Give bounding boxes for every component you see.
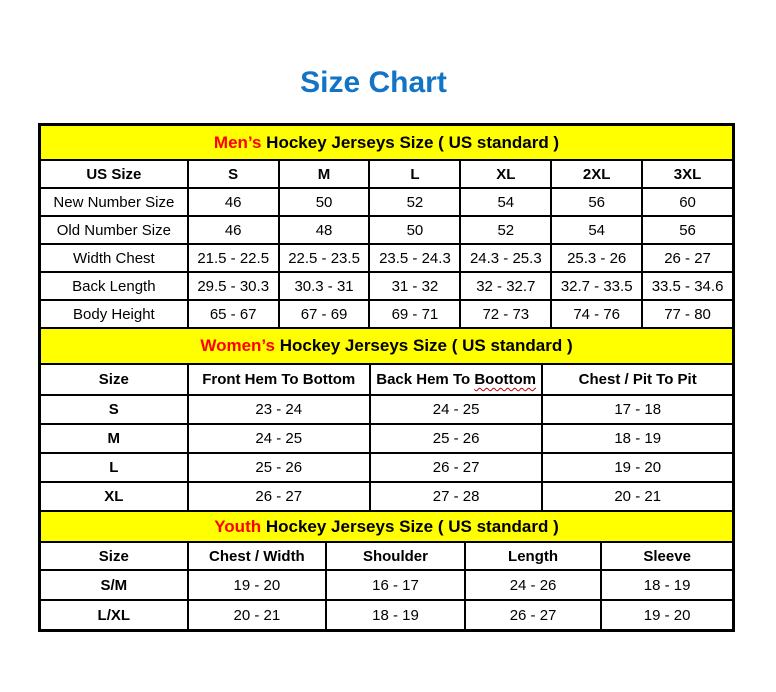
womens-row-xl: [40, 482, 733, 511]
size-cell: 26 - 27: [642, 244, 733, 272]
size-cell: 56: [642, 216, 733, 244]
size-cell: 18 - 19: [542, 424, 733, 453]
size-cell: 17 - 18: [542, 395, 733, 424]
row-label: S: [40, 395, 188, 424]
row-label: Body Height: [40, 300, 188, 328]
row-label: XL: [40, 482, 188, 511]
youth-row-lxl: [40, 600, 733, 630]
womens-col-header-front-hem: Front Hem To Bottom: [188, 364, 370, 395]
size-cell: 50: [369, 216, 460, 244]
size-cell: 67 - 69: [279, 300, 370, 328]
size-cell: 27 - 28: [370, 482, 543, 511]
mens-col-header-m: M: [279, 160, 370, 188]
size-cell: 50: [279, 188, 370, 216]
size-cell: 22.5 - 23.5: [279, 244, 370, 272]
womens-col-header-chest: Chest / Pit To Pit: [542, 364, 733, 395]
back-hem-misspelled-word: Boottom: [474, 371, 536, 388]
size-cell: 24 - 25: [188, 424, 370, 453]
mens-header-row: [40, 160, 733, 188]
size-cell: 54: [551, 216, 642, 244]
size-cell: 25 - 26: [370, 424, 543, 453]
size-cell: 18 - 19: [601, 570, 733, 600]
womens-header-row: [40, 364, 733, 395]
mens-row-back-length: [40, 272, 733, 300]
size-cell: 46: [188, 216, 279, 244]
mens-col-header-xl: XL: [460, 160, 551, 188]
mens-section-title-highlight: Men’s: [213, 132, 262, 152]
mens-section-band: [40, 125, 733, 160]
size-cell: 48: [279, 216, 370, 244]
womens-section-band: [40, 328, 733, 364]
size-cell: 32 - 32.7: [460, 272, 551, 300]
youth-col-header-chest-width: Chest / Width: [188, 542, 327, 570]
youth-col-header-length: Length: [465, 542, 602, 570]
size-cell: 18 - 19: [326, 600, 465, 630]
mens-col-header-l: L: [369, 160, 460, 188]
size-cell: 21.5 - 22.5: [188, 244, 279, 272]
row-label: L: [40, 453, 188, 482]
womens-section-title: [40, 328, 733, 364]
mens-row-new-number-size: [40, 188, 733, 216]
size-cell: 56: [551, 188, 642, 216]
size-tables-container: [38, 123, 735, 632]
mens-col-header-s: S: [188, 160, 279, 188]
size-cell: 24.3 - 25.3: [460, 244, 551, 272]
row-label: S/M: [40, 570, 188, 600]
size-cell: 26 - 27: [188, 482, 370, 511]
youth-section-title-rest: Hockey Jerseys Size ( US standard ): [261, 516, 559, 536]
size-cell: 54: [460, 188, 551, 216]
size-cell: 24 - 26: [465, 570, 602, 600]
size-cell: 23.5 - 24.3: [369, 244, 460, 272]
size-cell: 46: [188, 188, 279, 216]
womens-col-header-back-hem: [370, 364, 543, 395]
youth-section-title-highlight: Youth: [214, 516, 262, 536]
size-cell: 74 - 76: [551, 300, 642, 328]
size-cell: 24 - 25: [370, 395, 543, 424]
row-label: Width Chest: [40, 244, 188, 272]
womens-section-title-highlight: Women’s: [200, 336, 275, 355]
size-cell: 19 - 20: [542, 453, 733, 482]
youth-col-header-sleeve: Sleeve: [601, 542, 733, 570]
size-cell: 65 - 67: [188, 300, 279, 328]
size-cell: 77 - 80: [642, 300, 733, 328]
womens-row-s: [40, 395, 733, 424]
back-hem-prefix: Back Hem To: [376, 371, 475, 388]
size-cell: 25 - 26: [188, 453, 370, 482]
size-cell: 72 - 73: [460, 300, 551, 328]
womens-section-title-rest: Hockey Jerseys Size ( US standard ): [274, 336, 573, 355]
size-cell: 19 - 20: [188, 570, 327, 600]
row-label: Back Length: [40, 272, 188, 300]
mens-row-body-height: [40, 300, 733, 328]
size-cell: 52: [460, 216, 551, 244]
mens-size-table: [39, 124, 734, 329]
mens-section-title: [40, 125, 733, 160]
size-cell: 69 - 71: [369, 300, 460, 328]
womens-size-table: [39, 327, 734, 512]
mens-col-header-2xl: 2XL: [551, 160, 642, 188]
size-cell: 25.3 - 26: [551, 244, 642, 272]
size-cell: 32.7 - 33.5: [551, 272, 642, 300]
row-label: L/XL: [40, 600, 188, 630]
youth-size-table: [39, 510, 734, 631]
size-cell: 60: [642, 188, 733, 216]
size-cell: 26 - 27: [465, 600, 602, 630]
size-cell: 31 - 32: [369, 272, 460, 300]
youth-header-row: [40, 542, 733, 570]
mens-row-old-number-size: [40, 216, 733, 244]
size-cell: 19 - 20: [601, 600, 733, 630]
mens-section-title-rest: Hockey Jerseys Size ( US standard ): [261, 132, 560, 152]
page-title: Size Chart: [300, 66, 447, 99]
mens-col-header-us-size: US Size: [40, 160, 188, 188]
size-cell: 29.5 - 30.3: [188, 272, 279, 300]
mens-col-header-3xl: 3XL: [642, 160, 733, 188]
mens-row-width-chest: [40, 244, 733, 272]
size-cell: 52: [369, 188, 460, 216]
youth-section-band: [40, 511, 733, 542]
youth-section-title: [40, 511, 733, 542]
womens-row-l: [40, 453, 733, 482]
size-cell: 26 - 27: [370, 453, 543, 482]
size-cell: 33.5 - 34.6: [642, 272, 733, 300]
size-cell: 23 - 24: [188, 395, 370, 424]
size-cell: 20 - 21: [542, 482, 733, 511]
row-label: Old Number Size: [40, 216, 188, 244]
size-cell: 30.3 - 31: [279, 272, 370, 300]
size-cell: 16 - 17: [326, 570, 465, 600]
size-cell: 20 - 21: [188, 600, 327, 630]
womens-col-header-size: Size: [40, 364, 188, 395]
youth-row-sm: [40, 570, 733, 600]
womens-row-m: [40, 424, 733, 453]
youth-col-header-size: Size: [40, 542, 188, 570]
row-label: New Number Size: [40, 188, 188, 216]
row-label: M: [40, 424, 188, 453]
youth-col-header-shoulder: Shoulder: [326, 542, 465, 570]
